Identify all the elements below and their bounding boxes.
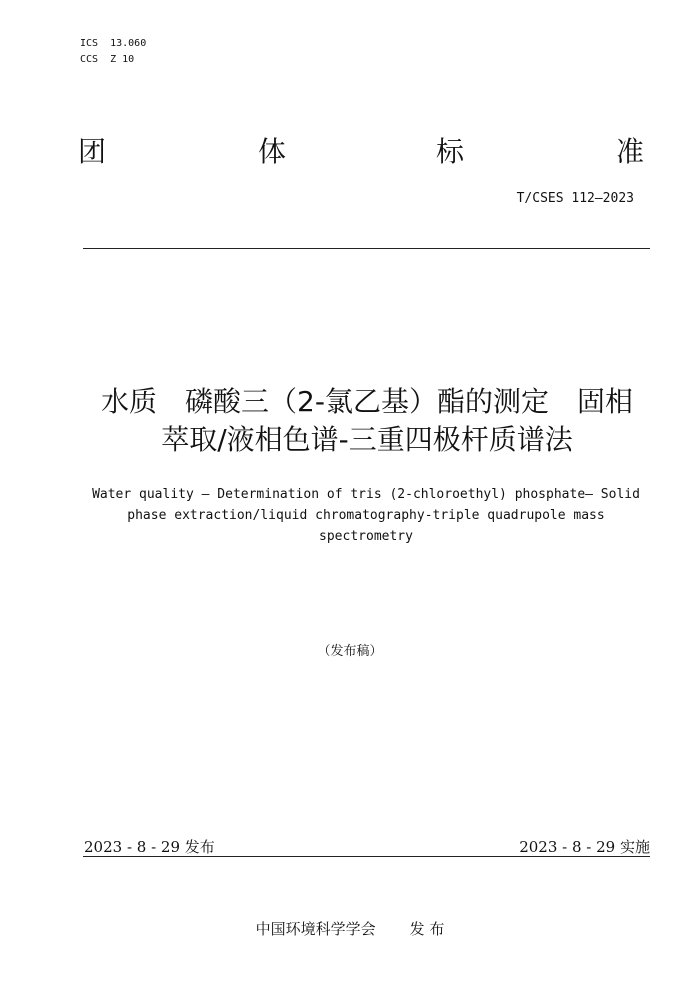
implementation-date: 2023 - 8 - 29 实施: [519, 838, 650, 856]
draft-label: （发布稿）: [317, 644, 383, 659]
publisher: [0, 918, 700, 939]
chinese-title: [60, 383, 674, 459]
publisher-organization: 中国环境科学学会: [255, 920, 376, 938]
standard-number: T/CSES 112—2023: [516, 191, 634, 206]
chinese-title-line-2: 萃取/液相色谱-三重四极杆质谱法: [161, 423, 573, 456]
top-divider: [83, 248, 650, 249]
publisher-action: 发 布: [409, 920, 445, 938]
classification-codes: [80, 36, 146, 68]
ics-code: ICS 13.060: [80, 38, 147, 49]
standard-type-char-2: 体: [258, 135, 287, 168]
release-date: 2023 - 8 - 29 发布: [84, 838, 215, 856]
standard-type-char-1: 团: [78, 135, 107, 168]
chinese-title-line-1: 水质 磷酸三（2-氯乙基）酯的测定 固相: [101, 385, 633, 418]
standard-type-heading: [78, 134, 644, 174]
bottom-divider: [83, 856, 650, 857]
ccs-code: CCS Z 10: [80, 54, 135, 65]
standard-type-char-4: 准: [616, 135, 645, 168]
standard-type-char-3: 标: [436, 135, 465, 168]
english-title: Water quality — Determination of tris (2-chloroethyl) phosphate— Solid phase extraction/liquid chromatography-triple quadrupole mass spectrometry: [92, 487, 640, 544]
